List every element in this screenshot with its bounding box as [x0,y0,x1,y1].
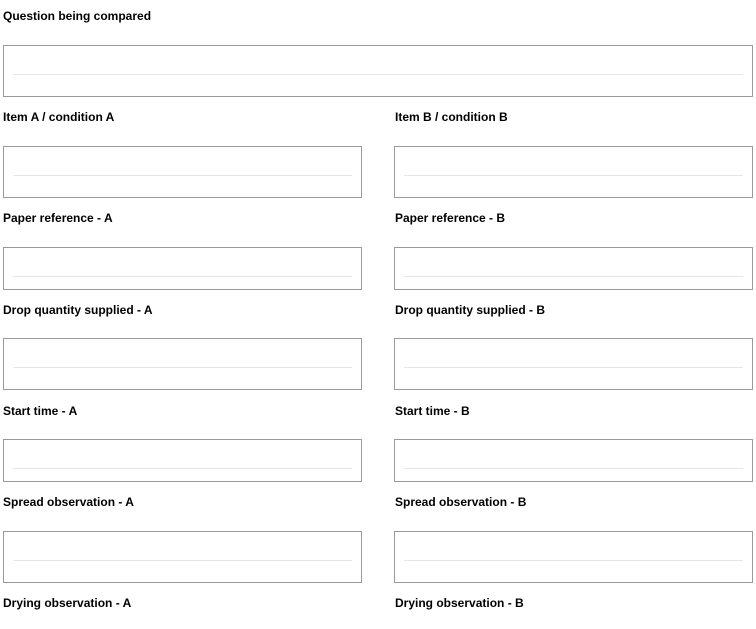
start-a-field[interactable] [3,439,362,482]
writing-line [13,367,352,368]
writing-line [13,560,352,561]
writing-line [13,74,743,75]
question-field[interactable] [3,45,753,97]
item-b-label: Item B / condition B [395,110,508,124]
drop-a-field[interactable] [3,338,362,390]
item-b-field[interactable] [394,146,753,198]
item-a-label: Item A / condition A [3,110,115,124]
spread-a-label: Spread observation - A [3,495,134,509]
writing-line [404,560,743,561]
drying-b-label: Drying observation - B [395,596,524,610]
start-a-label: Start time - A [3,404,78,418]
item-a-field[interactable] [3,146,362,198]
paper-a-label: Paper reference - A [3,211,113,225]
writing-line [404,367,743,368]
writing-line [404,468,743,469]
drop-b-label: Drop quantity supplied - B [395,303,545,317]
writing-line [404,276,743,277]
spread-a-field[interactable] [3,531,362,583]
start-b-field[interactable] [394,439,753,482]
drying-a-label: Drying observation - A [3,596,132,610]
question-label: Question being compared [3,9,152,23]
spread-b-label: Spread observation - B [395,495,527,509]
paper-a-field[interactable] [3,247,362,290]
writing-line [404,175,743,176]
drop-a-label: Drop quantity supplied - A [3,303,153,317]
paper-b-field[interactable] [394,247,753,290]
start-b-label: Start time - B [395,404,470,418]
paper-b-label: Paper reference - B [395,211,506,225]
writing-line [13,175,352,176]
drop-b-field[interactable] [394,338,753,390]
spread-b-field[interactable] [394,531,753,583]
writing-line [13,276,352,277]
writing-line [13,468,352,469]
